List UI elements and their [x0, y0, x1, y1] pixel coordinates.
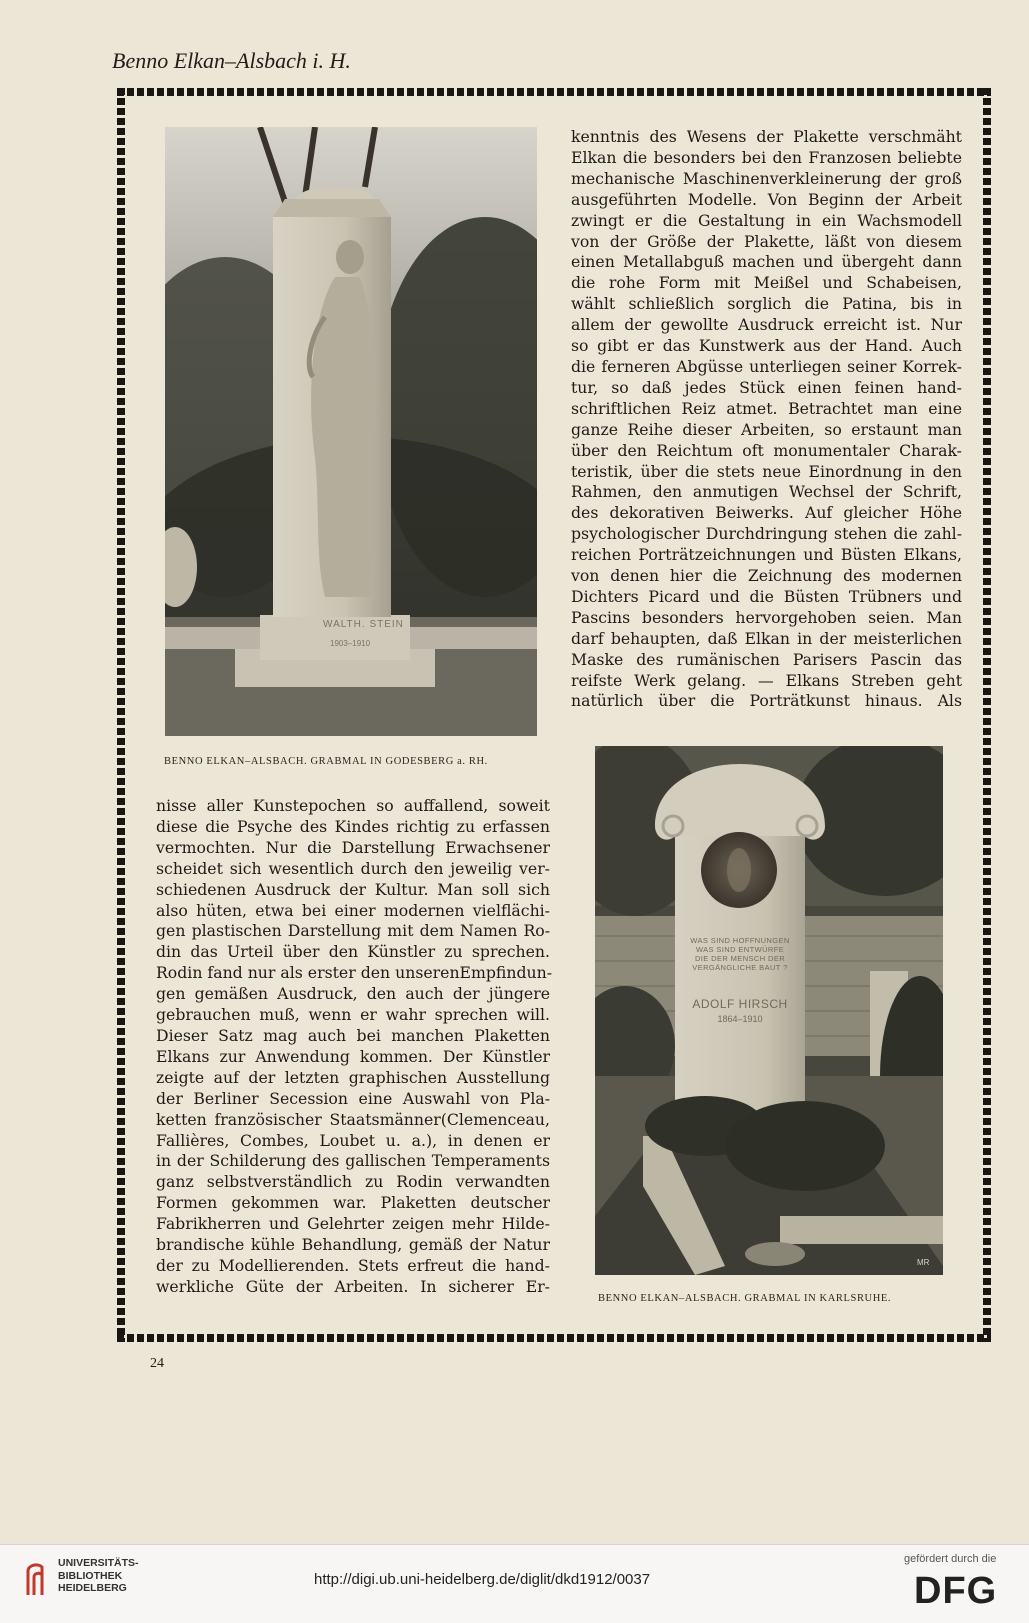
text-line: Dieser Satz mag auch bei manchen Plaketten	[156, 1025, 550, 1045]
permalink-url[interactable]: http://digi.ub.uni-heidelberg.de/diglit/dkd1912/0037	[314, 1571, 651, 1588]
inscription-line: VERGÄNGLICHE BAUT ?	[692, 963, 788, 972]
text-line: teristik, über die stets neue Einordnung in den	[571, 461, 962, 481]
grave-inscription-name: WALTH. STEIN	[323, 619, 404, 630]
text-line: der zu Modellierenden. Stets erfreut die hand-	[156, 1255, 550, 1275]
text-line: Fallières, Combes, Loubet u. a.), in denen er	[156, 1130, 550, 1150]
inscription-name: ADOLF HIRSCH	[692, 997, 788, 1011]
text-line: brandische kühle Behandlung, gemäß der Natur	[156, 1235, 550, 1255]
photographer-monogram: MR	[917, 1258, 930, 1267]
text-line: allem der gewollte Ausdruck erreicht ist. Nur	[571, 315, 962, 335]
inscription-years: 1864–1910	[717, 1014, 763, 1024]
text-line: scheidet sich wesentlich durch den jeweilig ver-	[156, 858, 550, 878]
text-line: kenntnis des Wesens der Plakette verschmäht	[571, 127, 962, 146]
text-line: ketten französischer Staatsmänner(Clemenceau,	[156, 1109, 550, 1129]
text-column-left	[156, 796, 553, 1298]
text-line: ausgeführten Modelle. Von Beginn der Arbeit	[571, 189, 962, 209]
text-line: werkliche Güte der Arbeiten. In sicherer Er-	[156, 1276, 550, 1296]
text-line: Dichters Picard und die Büsten Trübners und	[571, 586, 962, 606]
text-line: Rodin fand nur als erster den unserenEmpfindun-	[156, 963, 553, 983]
digitization-footer	[0, 1544, 1029, 1623]
library-name-line: UNIVERSITÄTS-	[58, 1557, 139, 1569]
text-line: die rohe Form mit Meißel und Schabeisen,	[571, 273, 962, 293]
text-column-right	[571, 127, 962, 712]
caption-godesberg: BENNO ELKAN–ALSBACH. GRABMAL IN GODESBERG a. RH.	[164, 756, 488, 767]
inscription-line: DIE DER MENSCH DER	[694, 954, 786, 963]
text-line: zeigte auf der letzten graphischen Ausstellung	[156, 1067, 550, 1087]
text-line: Fabrikherren und Gelehrter zeigen mehr Hilde-	[156, 1214, 550, 1234]
photo-grave-godesberg	[165, 127, 537, 736]
text-line: Maske des rumänischen Parisers Pascin das	[571, 649, 962, 669]
border-top	[117, 88, 991, 96]
grave-inscription-years: 1903–1910	[330, 639, 371, 648]
text-line: ganz selbstverständlich zu Rodin verwandten	[156, 1172, 550, 1192]
text-line: ganze Reihe dieser Arbeiten, so erstaunt man	[571, 419, 962, 439]
funded-by-label: gefördert durch die	[904, 1553, 997, 1565]
text-line: von der Größe der Plakette, läßt von diesem	[571, 231, 962, 251]
caption-karlsruhe: BENNO ELKAN–ALSBACH. GRABMAL IN KARLSRUHE.	[598, 1293, 892, 1304]
text-line: Elkan die besonders bei den Franzosen beliebte	[571, 147, 962, 167]
library-name	[58, 1557, 139, 1595]
text-line: zwingt er die Gestaltung in ein Wachsmodell	[571, 210, 962, 230]
photo-grave-karlsruhe	[595, 746, 943, 1275]
text-line: darf behaupten, daß Elkan in der meisterlichen	[571, 628, 962, 648]
library-name-line: BIBLIOTHEK	[58, 1569, 123, 1582]
border-left	[117, 88, 125, 1342]
inscription-block	[675, 936, 805, 972]
library-name-line: HEIDELBERG	[58, 1582, 127, 1594]
text-line: also hüten, etwa bei einer modernen vielflächi-	[156, 900, 550, 920]
text-line: Elkans zur Anwendung kommen. Der Künstler	[156, 1046, 550, 1066]
text-line: din das Urteil über den Künstler zu sprechen.	[156, 942, 550, 962]
text-line: diese die Psyche des Kindes richtig zu erfassen	[156, 816, 550, 836]
text-line: natürlich über die Porträtkunst hinaus. Als	[571, 691, 962, 711]
text-line: tur, so daß jedes Stück einen feinen hand-	[571, 377, 962, 397]
text-line: des dekorativen Beiwerks. Auf gleicher Höhe	[571, 503, 962, 523]
text-line: schiedenen Ausdruck der Kultur. Man soll sich	[156, 879, 550, 899]
running-head: Benno Elkan–Alsbach i. H.	[112, 48, 351, 73]
text-line: mechanische Maschinenverkleinerung der groß	[571, 168, 962, 188]
text-line: nisse aller Kunstepochen so auffallend, soweit	[156, 796, 550, 815]
text-line: einen Metallabguß machen und übergeht dann	[571, 252, 962, 272]
text-line: reichen Porträtzeichnungen und Büsten Elkans,	[571, 545, 962, 565]
text-line: über den Reichtum oft monumentaler Charak-	[571, 440, 962, 460]
text-line: Rahmen, den anmutigen Wechsel der Schrift,	[571, 482, 962, 502]
text-line: die ferneren Abgüsse unterliegen seiner Korrek-	[571, 356, 962, 376]
dfg-logo: DFG	[914, 1570, 998, 1612]
text-line: vermochten. Nur die Darstellung Erwachsener	[156, 837, 550, 857]
text-line: in der Schilderung des gallischen Temperaments	[156, 1151, 550, 1171]
text-line: der Berliner Secession eine Auswahl von Pla-	[156, 1088, 550, 1108]
text-line: Formen gekommen war. Plaketten deutscher	[156, 1193, 550, 1213]
text-line: wählt schließlich sorglich die Patina, bis in	[571, 294, 962, 314]
text-line: psychologischer Durchdringung stehen die zahl-	[571, 524, 962, 544]
text-line: gen plastischen Darstellung mit dem Namen Ro-	[156, 921, 550, 941]
text-line: schriftlichen Reiz atmet. Betrachtet man eine	[571, 398, 962, 418]
page-number: 24	[150, 1356, 164, 1371]
text-line: Pascins besonders hervorgehoben seien. Man	[571, 607, 962, 627]
text-line: so gibt er das Kunstwerk aus der Hand. Auch	[571, 336, 962, 356]
text-line: gen gemäßen Ausdruck, den auch der jüngere	[156, 984, 550, 1004]
inscription-line: WAS SIND ENTWÜRFE	[695, 945, 785, 954]
text-line: gebrauchen muß, wenn er wahr sprechen will.	[156, 1005, 550, 1025]
border-right	[983, 88, 991, 1342]
inscription-line: WAS SIND HOFFNUNGEN	[690, 936, 790, 945]
text-line: von denen hier die Zeichnung des modernen	[571, 566, 962, 586]
border-bottom	[117, 1334, 991, 1342]
text-line: reifste Werk gelang. — Elkans Streben geht	[571, 670, 962, 690]
